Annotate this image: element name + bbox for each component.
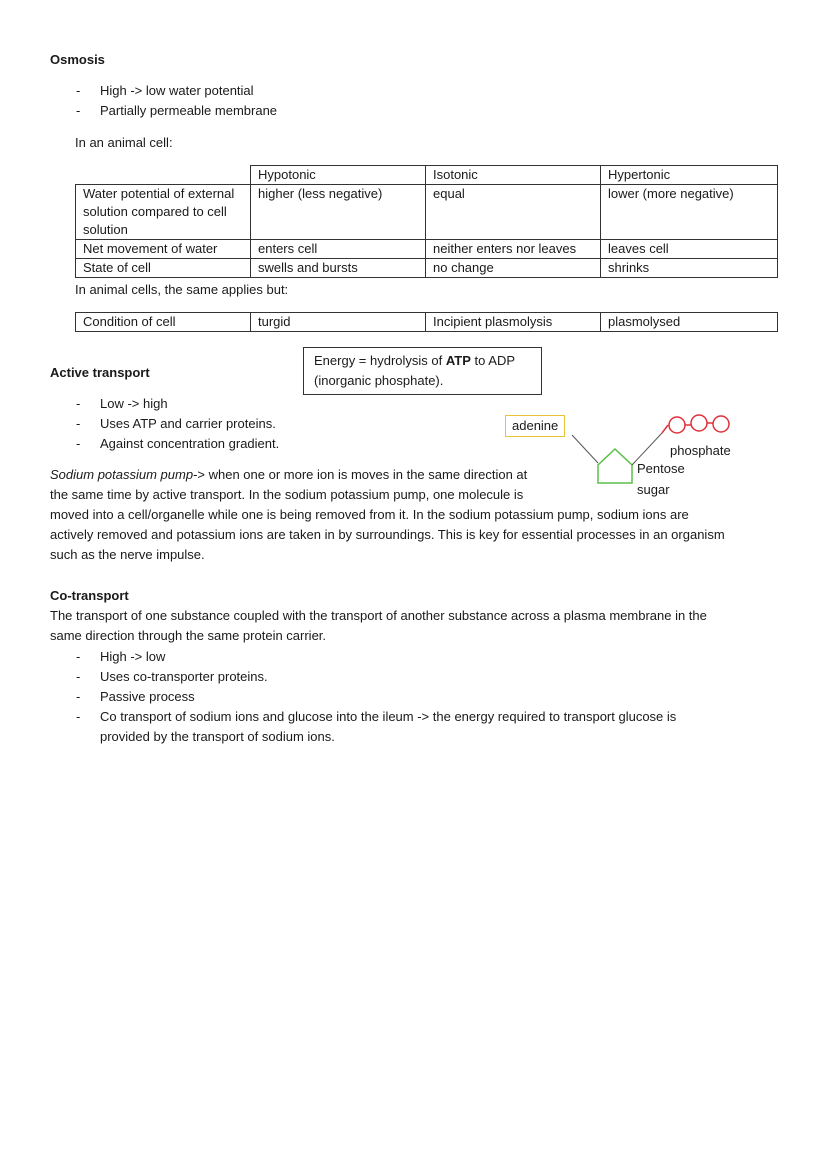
pump-paragraph-line-2: the same time by active transport. In the sodium potassium pump, one molecule is: [50, 487, 524, 502]
cell-plasmolysed: plasmolysed: [601, 313, 778, 332]
header-hypertonic: Hypertonic: [601, 166, 778, 185]
pump-paragraph-text: -> when one or more ion is moves in the same direction at: [193, 467, 528, 482]
cell-hypertonic: leaves cell: [601, 240, 778, 259]
osmosis-bullet-1: High -> low water potential: [100, 83, 254, 98]
co-bullet-1: High -> low: [100, 649, 166, 664]
table-header-row: [76, 166, 778, 185]
energy-note-text: Energy = hydrolysis of: [314, 353, 446, 368]
cell-incipient-plasmolysis: Incipient plasmolysis: [426, 313, 601, 332]
energy-note-text: to ADP: [470, 353, 515, 368]
pentose-label: Pentose: [637, 461, 685, 476]
osmosis-bullet-2: Partially permeable membrane: [100, 103, 278, 118]
adenine-connector-line: [572, 435, 598, 463]
table-row: [76, 313, 778, 332]
pump-term-italic: Sodium potassium pump: [50, 467, 194, 482]
pump-paragraph-line-4: actively removed and potassium ions are taken in by surroundings. This is key for essential processes in an organism: [50, 527, 725, 542]
phosphate-bond: [662, 425, 668, 433]
co-bullet-4-line-1: Co transport of sodium ions and glucose into the ileum -> the energy required to transport glucose is: [100, 709, 677, 724]
table-row: [76, 259, 778, 278]
cell-hypotonic: enters cell: [251, 240, 426, 259]
cell-isotonic: equal: [426, 185, 601, 240]
active-transport-heading: Active transport: [50, 365, 150, 380]
co-bullet-3: Passive process: [100, 689, 195, 704]
co-bullet-2: Uses co-transporter proteins.: [100, 669, 268, 684]
energy-note-box: [303, 347, 542, 395]
phosphate-circle-1: [669, 417, 685, 433]
table-corner-cell: [76, 166, 251, 185]
bullet-dash: -: [76, 436, 81, 451]
phosphate-label: phosphate: [670, 443, 731, 458]
co-bullet-4-line-2: provided by the transport of sodium ions.: [100, 729, 335, 744]
active-bullet-1: Low -> high: [100, 396, 168, 411]
pump-paragraph-line-3: moved into a cell/organelle while one is being removed from it. In the sodium potassium pump, sodium ions are: [50, 507, 689, 522]
cell-hypertonic: lower (more negative): [601, 185, 778, 240]
active-bullet-2: Uses ATP and carrier proteins.: [100, 416, 276, 431]
active-bullet-3: Against concentration gradient.: [100, 436, 280, 451]
animal-cell-intro: In an animal cell:: [75, 135, 173, 150]
sugar-label: sugar: [637, 482, 670, 497]
bullet-dash: -: [76, 103, 81, 118]
header-isotonic: Isotonic: [426, 166, 601, 185]
osmosis-table: [75, 165, 778, 278]
osmosis-heading: Osmosis: [50, 52, 105, 67]
bullet-dash: -: [76, 669, 81, 684]
row-label-condition: Condition of cell: [76, 313, 251, 332]
atp-bold: ATP: [445, 353, 471, 368]
bullet-dash: -: [76, 83, 81, 98]
adenine-label-box: adenine: [505, 415, 565, 437]
phosphate-circle-2: [691, 415, 707, 431]
bullet-dash: -: [76, 649, 81, 664]
bullet-dash: -: [76, 416, 81, 431]
header-hypotonic: Hypotonic: [251, 166, 426, 185]
table-row: [76, 240, 778, 259]
cell-hypertonic: shrinks: [601, 259, 778, 278]
bullet-dash: -: [76, 709, 81, 724]
energy-note-line-1: [314, 351, 531, 371]
co-transport-definition-line-1: The transport of one substance coupled with the transport of another substance across a plasma membrane in the: [50, 608, 707, 623]
plant-cell-intro: In animal cells, the same applies but:: [75, 282, 289, 297]
row-label-water-potential: Water potential of external solution compared to cell solution: [76, 185, 251, 240]
pump-paragraph-line-1: [50, 466, 527, 484]
table-row: [76, 185, 778, 240]
bullet-dash: -: [76, 396, 81, 411]
bullet-dash: -: [76, 689, 81, 704]
phosphate-circle-3: [713, 416, 729, 432]
cell-isotonic: neither enters nor leaves: [426, 240, 601, 259]
row-label-state-of-cell: State of cell: [76, 259, 251, 278]
row-label-net-movement: Net movement of water: [76, 240, 251, 259]
cell-isotonic: no change: [426, 259, 601, 278]
cell-hypotonic: higher (less negative): [251, 185, 426, 240]
co-transport-definition-line-2: same direction through the same protein carrier.: [50, 628, 327, 643]
cell-turgid: turgid: [251, 313, 426, 332]
energy-note-line-2: (inorganic phosphate).: [314, 373, 444, 388]
plant-condition-table: [75, 312, 778, 332]
cell-hypotonic: swells and bursts: [251, 259, 426, 278]
co-transport-heading: Co-transport: [50, 588, 129, 603]
pump-paragraph-line-5: such as the nerve impulse.: [50, 547, 205, 562]
pentose-sugar-shape: [598, 449, 632, 483]
